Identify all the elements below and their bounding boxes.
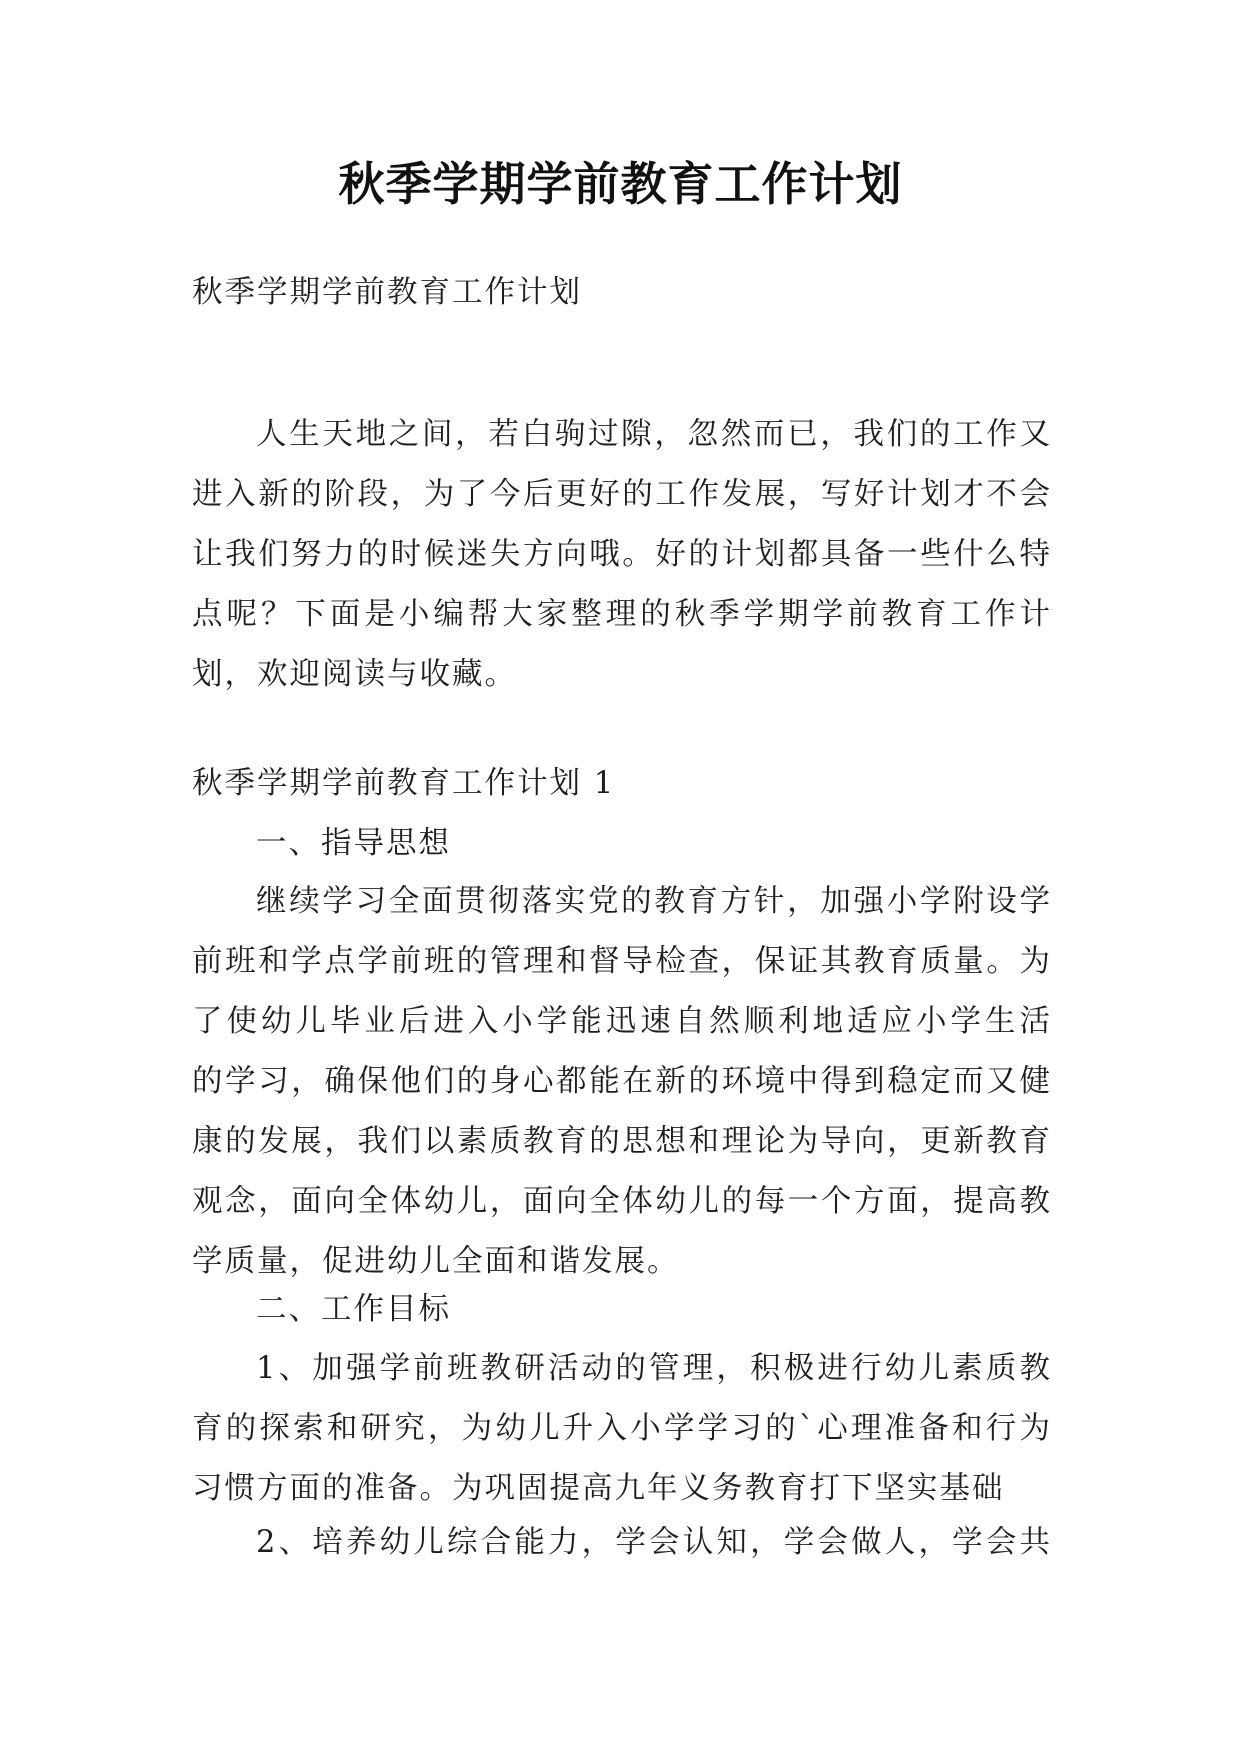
paragraph-line: 让我们努力的时候迷失方向哦。好的计划都具备一些什么特: [192, 537, 1052, 572]
document-title: 秋季学期学前教育工作计划: [338, 157, 903, 211]
paragraph-line: 的学习，确保他们的身心都能在新的环境中得到稳定而又健: [192, 1064, 1052, 1099]
heading-line: 一、指导思想: [256, 826, 451, 861]
paragraph-line: 点呢？下面是小编帮大家整理的秋季学期学前教育工作计: [192, 597, 1052, 632]
goal-2-paragraph: [192, 1513, 1052, 1573]
paragraph-line: 了使幼儿毕业后进入小学能迅速自然顺利地适应小学生活: [192, 1004, 1052, 1039]
paragraph-line: 育的探索和研究，为幼儿升入小学学习的`心理准备和行为: [192, 1411, 1052, 1446]
section-1-heading: [192, 814, 1052, 874]
heading-line: 二、工作目标: [256, 1292, 451, 1327]
paragraph-line: 人生天地之间，若白驹过隙，忽然而已，我们的工作又: [256, 417, 1052, 452]
paragraph-line: 2、培养幼儿综合能力，学会认知，学会做人，学会共: [256, 1525, 1052, 1560]
heading-line: 秋季学期学前教育工作计划 1: [192, 766, 616, 801]
paragraph-line: 前班和学点学前班的管理和督导检查，保证其教育质量。为: [192, 944, 1052, 979]
section-2-heading: [192, 1280, 1052, 1340]
paragraph-line: 继续学习全面贯彻落实党的教育方针，加强小学附设学: [256, 884, 1052, 919]
paragraph-line: 进入新的阶段，为了今后更好的工作发展，写好计划才不会: [192, 477, 1052, 512]
plan-1-heading: [192, 754, 1052, 814]
goal-1-paragraph: [192, 1339, 1052, 1519]
paragraph-line: 1、加强学前班教研活动的管理，积极进行幼儿素质教: [256, 1351, 1052, 1386]
paragraph-line: 划，欢迎阅读与收藏。: [192, 657, 517, 692]
paragraph-line: 观念，面向全体幼儿，面向全体幼儿的每一个方面，提高教: [192, 1184, 1052, 1219]
section-1-paragraph: [192, 872, 1052, 1292]
paragraph-line: 学质量，促进幼儿全面和谐发展。: [192, 1244, 680, 1279]
paragraph-line: 康的发展，我们以素质教育的思想和理论为导向，更新教育: [192, 1124, 1052, 1159]
intro-paragraph: [192, 405, 1052, 705]
paragraph-line: 习惯方面的准备。为巩固提高九年义务教育打下坚实基础: [192, 1471, 1005, 1506]
document-subtitle: [192, 263, 1052, 323]
subtitle-line: 秋季学期学前教育工作计划: [192, 275, 582, 310]
